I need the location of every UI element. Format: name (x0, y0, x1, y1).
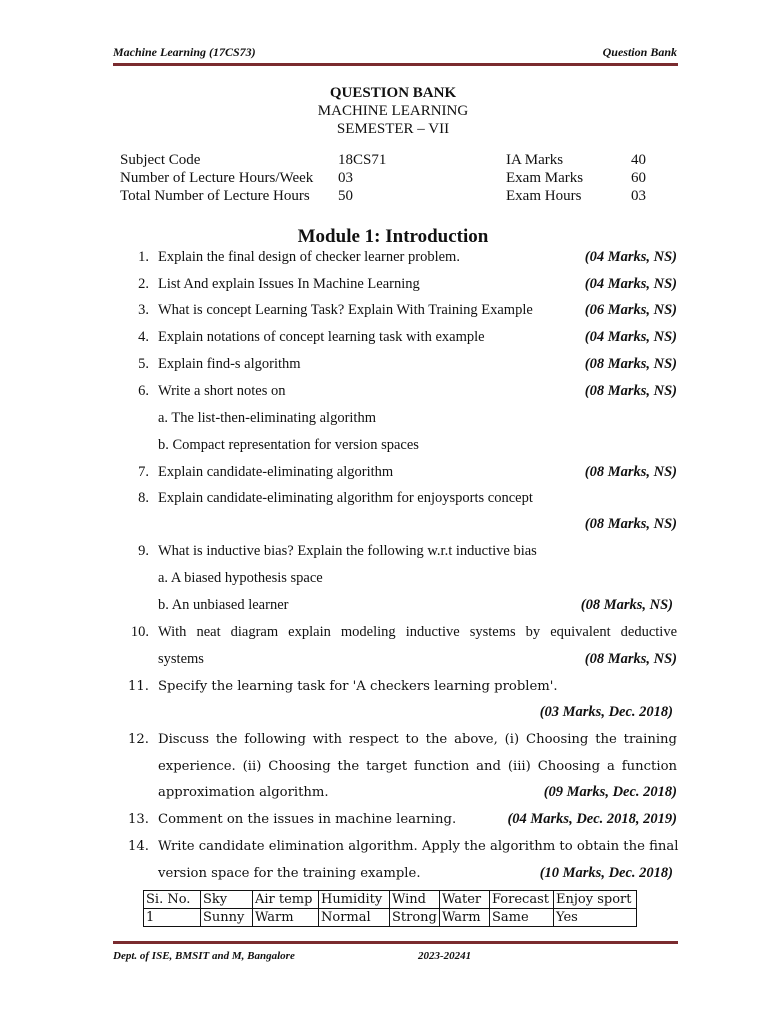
question-marks: (04 Marks, NS) (584, 276, 677, 292)
question-text: b. Compact representation for version spaces (158, 437, 419, 453)
table-cell: Same (490, 909, 554, 927)
table-cell: Warm (440, 909, 490, 927)
question-number: 3. (138, 302, 149, 318)
question-text: What is concept Learning Task? Explain With Training Example (158, 302, 533, 318)
question-marks: (09 Marks, Dec. 2018) (543, 784, 677, 800)
table-header-cell: Wind (390, 891, 440, 909)
meta-value: 60 (631, 170, 646, 186)
footer-year: 2023-20241 (418, 950, 472, 962)
meta-label: Total Number of Lecture Hours (120, 188, 310, 204)
question-text: Write a short notes on (158, 383, 286, 399)
question-text: a. A biased hypothesis space (158, 570, 323, 586)
question-marks: (06 Marks, NS) (584, 302, 677, 318)
question-text: b. An unbiased learner (158, 597, 289, 613)
question-marks: (04 Marks, NS) (584, 329, 677, 345)
question-text: systems (158, 651, 204, 667)
question-number: 2. (138, 276, 149, 292)
meta-value: 40 (631, 152, 646, 168)
table-cell: Yes (554, 909, 637, 927)
table-header-row (144, 891, 637, 909)
meta-value: 50 (338, 188, 353, 204)
question-marks: (03 Marks, Dec. 2018) (539, 704, 673, 720)
question-text: Explain candidate-eliminating algorithm (158, 464, 394, 480)
question-text: Specify the learning task for 'A checkers learning problem'. (158, 679, 558, 694)
table-cell: Normal (319, 909, 390, 927)
table-header-cell: Si. No. (144, 891, 201, 909)
question-number: 8. (138, 490, 149, 506)
meta-value: 03 (631, 188, 646, 204)
meta-label: Number of Lecture Hours/Week (120, 170, 314, 186)
question-text: Explain notations of concept learning task with example (158, 329, 485, 345)
meta-label: Subject Code (120, 152, 201, 168)
table-header-cell: Humidity (319, 891, 390, 909)
table-cell: Warm (253, 909, 319, 927)
question-number: 14. (128, 839, 149, 854)
question-marks: (10 Marks, Dec. 2018) (539, 865, 673, 881)
table-header-cell: Sky (201, 891, 253, 909)
meta-value: 18CS71 (338, 152, 387, 168)
question-marks: (08 Marks, NS) (584, 516, 677, 532)
question-text: Write candidate elimination algorithm. Apply the algorithm to obtain the final (158, 839, 679, 854)
meta-label: Exam Marks (506, 170, 584, 186)
question-marks: (08 Marks, NS) (584, 383, 677, 399)
training-example-table (143, 890, 637, 927)
table-header-cell: Forecast (490, 891, 554, 909)
question-number: 12. (128, 732, 149, 747)
table-cell: Sunny (201, 909, 253, 927)
question-number: 6. (138, 383, 149, 399)
module-heading: Module 1: Introduction (297, 226, 489, 247)
question-text: With neat diagram explain modeling inductive systems by equivalent deductive (158, 624, 677, 640)
table-header-cell: Air temp (253, 891, 319, 909)
question-number: 11. (128, 679, 149, 694)
question-text: version space for the training example. (158, 866, 421, 881)
question-text: a. The list-then-eliminating algorithm (158, 410, 376, 426)
question-marks: (08 Marks, NS) (584, 651, 677, 667)
question-number: 7. (138, 464, 149, 480)
question-number: 9. (138, 543, 149, 559)
meta-value: 03 (338, 170, 353, 186)
meta-label: Exam Hours (506, 188, 582, 204)
question-marks: (08 Marks, NS) (584, 356, 677, 372)
question-text: Explain find-s algorithm (158, 356, 301, 372)
table-cell: Strong (390, 909, 440, 927)
subject-title: MACHINE LEARNING (317, 103, 469, 119)
question-marks: (08 Marks, NS) (584, 464, 677, 480)
header-rule (113, 63, 678, 66)
question-number: 13. (128, 812, 149, 827)
question-text: Explain candidate-eliminating algorithm for enjoysports concept (158, 490, 533, 506)
question-text: Discuss the following with respect to the above, (i) Choosing the training (158, 732, 677, 747)
table-header-cell: Enjoy sport (554, 891, 637, 909)
semester-label: SEMESTER – VII (336, 121, 450, 137)
question-number: 5. (138, 356, 149, 372)
question-text: approximation algorithm. (158, 785, 329, 800)
question-text: Comment on the issues in machine learning. (158, 812, 457, 827)
question-marks: (04 Marks, Dec. 2018, 2019) (507, 811, 677, 827)
header-doc-type: Question Bank (602, 45, 677, 59)
question-number: 10. (130, 624, 149, 640)
table-row (144, 909, 637, 927)
header-course-title: Machine Learning (17CS73) (113, 45, 256, 59)
question-marks: (04 Marks, NS) (584, 249, 677, 265)
question-text: List And explain Issues In Machine Learning (158, 276, 420, 292)
footer-rule (113, 941, 678, 944)
table-header-cell: Water (440, 891, 490, 909)
footer-department: Dept. of ISE, BMSIT and M, Bangalore (113, 950, 295, 962)
question-number: 4. (138, 329, 149, 345)
question-text: What is inductive bias? Explain the following w.r.t inductive bias (158, 543, 537, 559)
question-number: 1. (138, 249, 149, 265)
title-block (0, 84, 768, 138)
meta-label: IA Marks (506, 152, 564, 168)
table-cell: 1 (144, 909, 201, 927)
question-text: experience. (ii) Choosing the target function and (iii) Choosing a function (158, 759, 677, 774)
question-marks: (08 Marks, NS) (580, 597, 673, 613)
question-text: Explain the final design of checker learner problem. (158, 249, 460, 265)
doc-title: QUESTION BANK (329, 85, 457, 101)
